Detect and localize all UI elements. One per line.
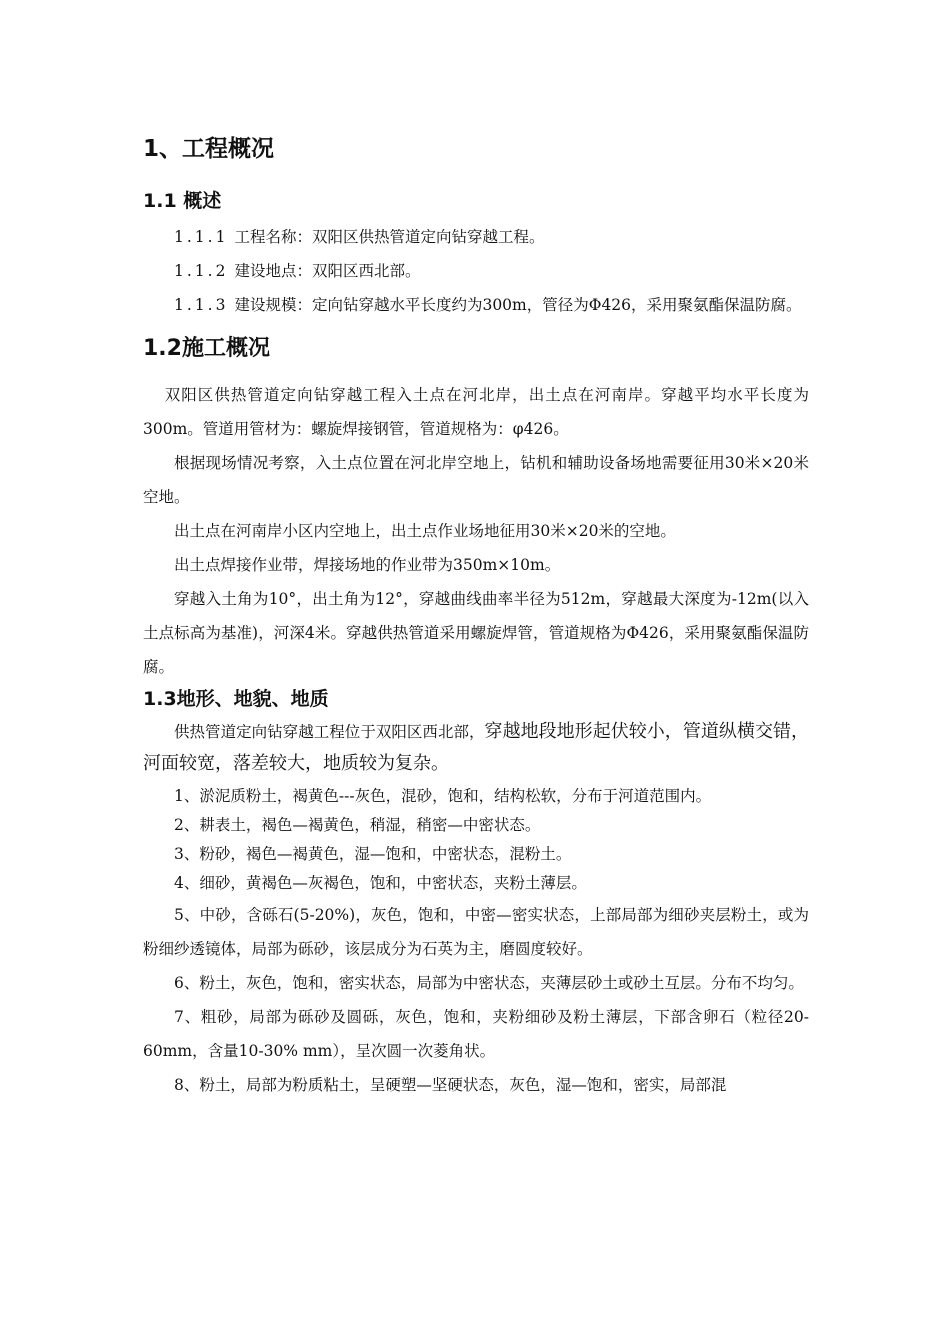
item-number: 1.1.1 <box>174 228 229 246</box>
item-1-1-3 <box>143 288 809 322</box>
item-1-1-1 <box>143 220 809 254</box>
layer-item: 5、中砂，含砾石(5-20%)，灰色，饱和，中密—密实状态，上部局部为细砂夹层粉土，或为粉细纱透镜体，局部为砾砂，该层成分为石英为主，磨圆度较好。 <box>143 906 809 958</box>
section-1-title: 1、工程概况 <box>143 136 275 162</box>
item-number: 1.1.2 <box>174 262 229 280</box>
paragraph: 穿越入土角为10°，出土角为12°，穿越曲线曲率半径为512m，穿越最大深度为-12m(以入土点标高为基准)，河深4米。穿越供热管道采用螺旋焊管，管道规格为Φ426，采用聚氨酯保温防腐。 <box>143 590 809 676</box>
intro-big-text: 穿越地段地形起伏较小，管道纵横交错，河面较宽，落差较大，地质较为复杂。 <box>143 721 809 774</box>
layer-item: 8、粉土，局部为粉质粘土，呈硬塑—坚硬状态，灰色，湿—饱和，密实，局部混 <box>174 1076 727 1094</box>
section-1-3-title: 1.3地形、地貌、地质 <box>143 688 329 710</box>
section-1-2-title: 1.2施工概况 <box>143 336 270 361</box>
intro-small-text: 供热管道定向钻穿越工程位于双阳区西北部， <box>174 723 485 741</box>
item-1-1-2 <box>143 254 809 288</box>
item-text: 工程名称：双阳区供热管道定向钻穿越工程。 <box>234 228 545 246</box>
item-text: 建设规模：定向钻穿越水平长度约为300m，管径为Φ426，采用聚氨酯保温防腐。 <box>234 296 802 314</box>
document-page <box>143 128 809 1102</box>
item-text: 建设地点：双阳区西北部。 <box>234 262 421 280</box>
layer-item: 2、耕表土，褐色—褐黄色，稍湿，稍密—中密状态。 <box>174 816 541 834</box>
item-number: 1.1.3 <box>174 296 229 314</box>
section-1-3-intro <box>143 716 809 780</box>
paragraph: 根据现场情况考察，入土点位置在河北岸空地上，钻机和辅助设备场地需要征用30米×20米空地。 <box>143 454 809 506</box>
layer-item: 7、粗砂，局部为砾砂及圆砾，灰色，饱和，夹粉细砂及粉土薄层，下部含卵石（粒径20-60mm，含量10-30% mm），呈次圆一次菱角状。 <box>143 1008 809 1060</box>
layer-item: 3、粉砂，褐色—褐黄色，湿—饱和，中密状态，混粉土。 <box>174 845 572 863</box>
layer-item: 6、粉土，灰色，饱和，密实状态，局部为中密状态，夹薄层砂土或砂土互层。分布不均匀。 <box>174 974 804 992</box>
layer-item: 1、淤泥质粉土，褐黄色---灰色，混砂，饱和，结构松软，分布于河道范围内。 <box>174 787 712 805</box>
layer-item: 4、细砂，黄褐色—灰褐色，饱和，中密状态，夹粉土薄层。 <box>174 874 587 892</box>
paragraph: 双阳区供热管道定向钻穿越工程入土点在河北岸，出土点在河南岸。穿越平均水平长度为300m。管道用管材为：螺旋焊接钢管，管道规格为：φ426。 <box>143 386 809 438</box>
paragraph: 出土点焊接作业带，焊接场地的作业带为350m×10m。 <box>174 556 561 574</box>
section-1-1-title: 1.1 概述 <box>143 190 222 212</box>
paragraph: 出土点在河南岸小区内空地上，出土点作业场地征用30米×20米的空地。 <box>174 522 676 540</box>
